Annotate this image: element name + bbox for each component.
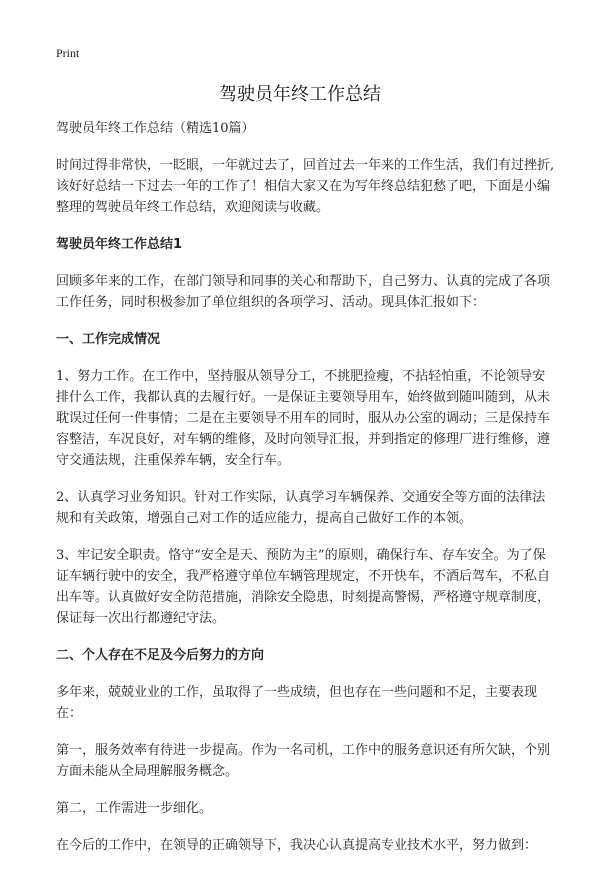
section2-intro-paragraph: 多年来，兢兢业业的工作，虽取得了一些成绩，但也存在一些问题和不足，主要表现在： [56,685,538,721]
paragraph-item-2: 2、认真学习业务知识。针对工作实际，认真学习车辆保养、交通安全等方面的法律法规和有关政策，增强自己对工作的适应能力，提高自己做好工作的本领。 [56,490,546,526]
section-heading-work-status: 一、工作完成情况 [56,332,161,347]
paragraph-point-2: 第二，工作需进一步细化。 [56,801,213,816]
article-intro-paragraph: 回顾多年来的工作，在部门领导和同事的关心和帮助下，自己努力、认真的完成了各项工作任务，同时积极参加了单位组织的各项学习、活动。现具体汇报如下： [56,274,551,310]
page-title: 驾驶员年终工作总结 [219,84,381,105]
print-link[interactable]: Print [56,46,80,60]
paragraph-item-1: 1、努力工作。在工作中，坚持服从领导分工，不挑肥捡瘦，不拈轻怕重，不论领导安排什么工作，我都认真的去履行好。一是保证主要领导用车，始终做到随叫随到，从未耽误过任何一件事情；二是在主要领导不用车的同时，服从办公室的调动；三是保持车容整洁，车况良好，对车辆的维修，及时向领导汇报，并到指定的修理厂进行维修，遵守交通法规，注重保养车辆，安全行车。 [56,369,551,468]
section-heading-shortcomings: 二、个人存在不足及今后努力的方向 [56,648,265,663]
document-body [56,118,558,872]
intro-paragraph: 时间过得非常快，一眨眼，一年就过去了，回首过去一年来的工作生活，我们有过挫折,该好好总结一下过去一年的工作了！相信大家又在为写年终总结犯愁了吧，下面是小编整理的驾驶员年终工作总结，欢迎阅读与收藏。 [56,158,555,215]
closing-paragraph: 在今后的工作中，在领导的正确领导下，我决心认真提高专业技术水平，努力做到： [56,838,538,853]
paragraph-point-1: 第一，服务效率有待进一步提高。作为一名司机，工作中的服务意识还有所欠缺，个别方面未能从全局理解服务概念。 [56,743,551,779]
article-heading: 驾驶员年终工作总结1 [56,237,183,252]
paragraph-item-3: 3、牢记安全职责。恪守“安全是天、预防为主”的原则，确保行车、存车安全。为了保证车辆行驶中的安全，我严格遵守单位车辆管理规定，不开快车，不酒后驾车，不私自出车等。认真做好安全防范措施，消除安全隐患，时刻提高警惕，严格遵守规章制度，保证每一次出行都遵纪守法。 [56,548,551,626]
subtitle: 驾驶员年终工作总结（精选10篇） [56,121,255,136]
